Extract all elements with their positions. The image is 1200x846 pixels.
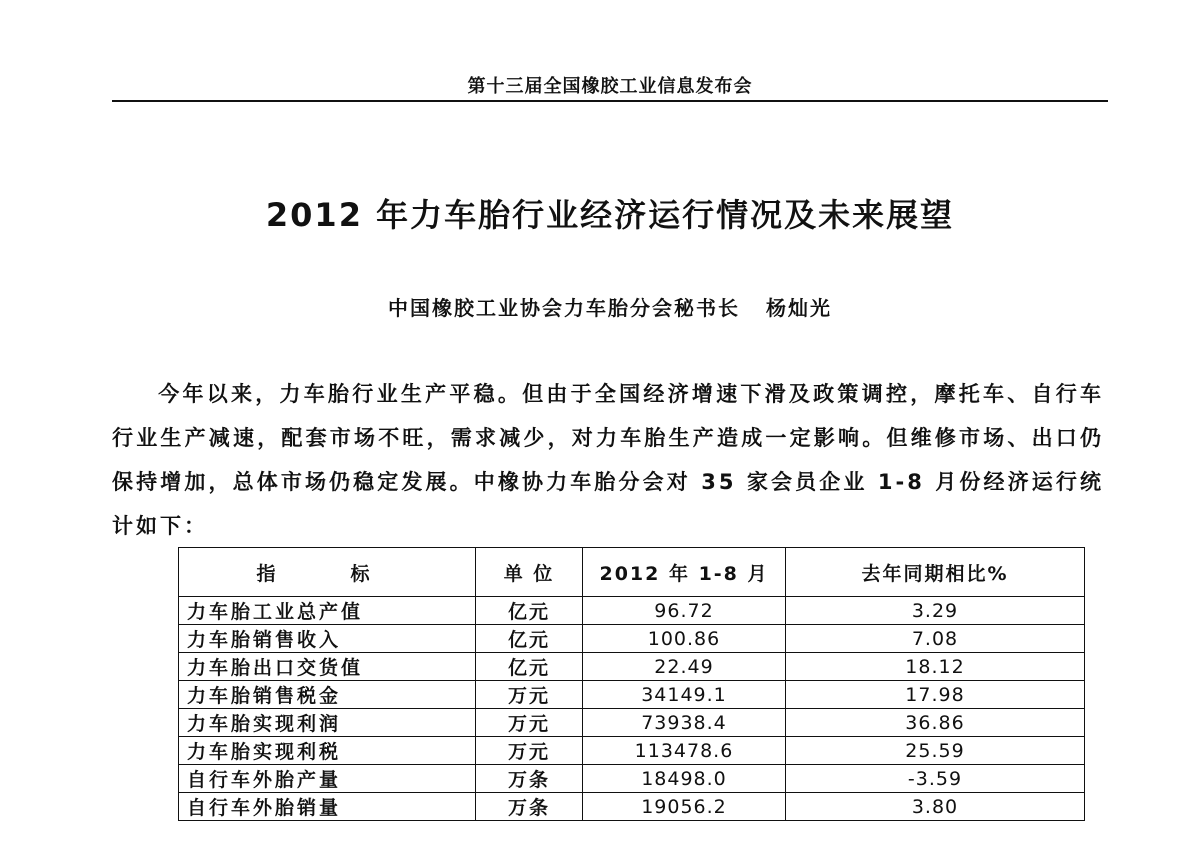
cell-value: 22.49 (583, 653, 786, 681)
cell-indicator: 力车胎出口交货值 (179, 653, 476, 681)
author-line (112, 292, 1108, 321)
table-row (179, 625, 1085, 653)
cell-compare: 18.12 (786, 653, 1085, 681)
intro-text: 今年以来，力车胎行业生产平稳。但由于全国经济增速下滑及政策调控，摩托车、自行车行业生产减速，配套市场不旺，需求减少，对力车胎生产造成一定影响。但维修市场、出口仍保持增加，总体市场仍稳定发展。中橡协力车胎分会对 35 家会员企业 1-8 月份经济运行统计如下： (112, 382, 1104, 538)
author-name: 杨灿光 (766, 296, 832, 320)
table-row (179, 681, 1085, 709)
header-unit: 单 位 (476, 548, 583, 597)
cell-compare: 3.29 (786, 597, 1085, 625)
header-compare: 去年同期相比% (786, 548, 1085, 597)
cell-unit: 万条 (476, 793, 583, 821)
header-indicator: 指 标 (179, 548, 476, 597)
intro-paragraph (112, 372, 1104, 548)
header-rule (112, 100, 1108, 102)
cell-value: 18498.0 (583, 765, 786, 793)
cell-indicator: 力车胎销售收入 (179, 625, 476, 653)
cell-unit: 亿元 (476, 625, 583, 653)
cell-compare: 25.59 (786, 737, 1085, 765)
cell-value: 100.86 (583, 625, 786, 653)
cell-value: 96.72 (583, 597, 786, 625)
cell-value: 19056.2 (583, 793, 786, 821)
table-row (179, 765, 1085, 793)
article-title: 2012 年力车胎行业经济运行情况及未来展望 (265, 196, 955, 234)
cell-compare: 17.98 (786, 681, 1085, 709)
cell-indicator: 力车胎工业总产值 (179, 597, 476, 625)
author-affiliation: 中国橡胶工业协会力车胎分会秘书长 (388, 296, 740, 320)
cell-indicator: 力车胎销售税金 (179, 681, 476, 709)
cell-indicator: 力车胎实现利税 (179, 737, 476, 765)
cell-value: 34149.1 (583, 681, 786, 709)
cell-compare: 3.80 (786, 793, 1085, 821)
header-value: 2012 年 1-8 月 (583, 548, 786, 597)
cell-value: 113478.6 (583, 737, 786, 765)
cell-unit: 万条 (476, 765, 583, 793)
table-row (179, 653, 1085, 681)
table-row (179, 793, 1085, 821)
cell-indicator: 自行车外胎销量 (179, 793, 476, 821)
cell-unit: 万元 (476, 709, 583, 737)
cell-compare: 36.86 (786, 709, 1085, 737)
table-row (179, 737, 1085, 765)
cell-unit: 亿元 (476, 597, 583, 625)
table-row (179, 709, 1085, 737)
cell-unit: 亿元 (476, 653, 583, 681)
cell-unit: 万元 (476, 737, 583, 765)
cell-compare: 7.08 (786, 625, 1085, 653)
running-header: 第十三届全国橡胶工业信息发布会 (467, 76, 753, 97)
cell-compare: -3.59 (786, 765, 1085, 793)
table-header-row (179, 548, 1085, 597)
cell-value: 73938.4 (583, 709, 786, 737)
cell-indicator: 自行车外胎产量 (179, 765, 476, 793)
cell-unit: 万元 (476, 681, 583, 709)
table-row (179, 597, 1085, 625)
cell-indicator: 力车胎实现利润 (179, 709, 476, 737)
statistics-table (178, 547, 1085, 821)
